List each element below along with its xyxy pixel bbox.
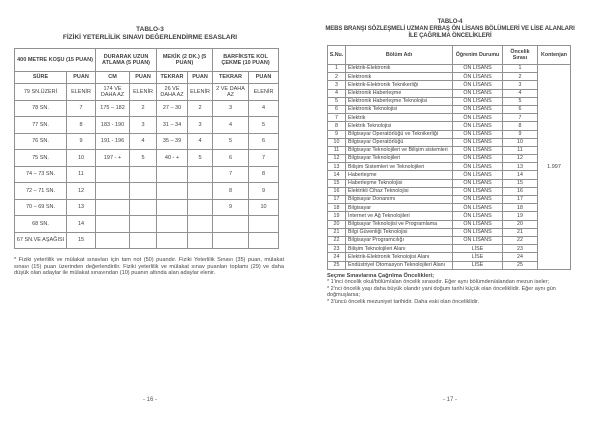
table-cell: 18 — [503, 204, 538, 212]
table-cell: 25 — [503, 261, 538, 269]
table-row — [328, 179, 571, 187]
table-cell: 22 — [328, 236, 346, 244]
fitness-table-head — [15, 49, 279, 84]
table-cell: ÖN LİSANS — [453, 114, 503, 122]
table-cell: 11 — [503, 146, 538, 154]
table-cell: Öncelik Sırası — [503, 46, 538, 65]
table-cell: 3 — [188, 117, 213, 134]
table-cell: 10 — [249, 199, 279, 216]
table-row — [15, 117, 279, 134]
table-cell: ÖN LİSANS — [453, 97, 503, 105]
table-row — [328, 97, 571, 105]
right-title-line1: TABLO-4 — [437, 19, 463, 25]
table-cell: 3 — [503, 81, 538, 89]
table-cell: Elektrikli Cihaz Teknolojisi — [346, 187, 453, 195]
footnote-item: * 1'inci öncelik okul/bölüm/alan öncelik sırasıdır. Eğer aynı bölümden/alandan mezun iseler; — [327, 279, 550, 286]
table-cell: ÖN LİSANS — [453, 171, 503, 179]
table-cell: ÖN LİSANS — [453, 130, 503, 138]
table-cell: 4 — [213, 117, 249, 134]
table-row — [328, 122, 571, 130]
table-cell: 8 — [213, 183, 249, 200]
table-cell — [157, 216, 188, 233]
table-cell: ÖN LİSANS — [453, 105, 503, 113]
table-row — [328, 245, 571, 253]
table-cell: 22 — [503, 236, 538, 244]
footnote-item: * 3'üncü öncelik mezuniyet tarihidir. Daha eski olan önceliklidir. — [327, 298, 480, 305]
table-cell: 7 — [328, 114, 346, 122]
table-cell: ÖN LİSANS — [453, 179, 503, 187]
footnote-item: * 2'nci öncelik yaşı daha büyük olandır yani doğum tarihi küçük olan önceliklidir. Eğer aynı gün doğmuşlarsa; — [327, 285, 556, 299]
table-cell: Bilgisayar Teknolojisi ve Programlama — [346, 220, 453, 228]
table-cell: 15 — [328, 179, 346, 187]
table-row — [328, 46, 571, 65]
fitness-table-body — [15, 84, 279, 249]
table-cell: 4 — [249, 100, 279, 117]
table-cell: 15 — [503, 179, 538, 187]
table-cell: ÖN LİSANS — [453, 212, 503, 220]
table-cell: 18 — [328, 204, 346, 212]
table-cell — [188, 166, 213, 183]
table-cell: 2 — [188, 100, 213, 117]
table-cell: 174 VE DAHA AZ — [96, 84, 130, 101]
table-cell: Bilişim Teknolojileri Alanı — [346, 245, 453, 253]
table-cell: 2 VE DAHA AZ — [213, 84, 249, 101]
table-cell: ÖN LİSANS — [453, 236, 503, 244]
table-cell — [130, 199, 157, 216]
table-cell: PUAN — [249, 72, 279, 84]
table-cell: 8 — [67, 117, 96, 134]
table-row — [328, 253, 571, 261]
table-cell: ÖN LİSANS — [453, 220, 503, 228]
table-cell: 5 — [213, 133, 249, 150]
table-cell: ÖN LİSANS — [453, 89, 503, 97]
table-cell: 6 — [503, 105, 538, 113]
table-cell — [96, 232, 130, 249]
table-cell: ÖN LİSANS — [453, 163, 503, 171]
table-row — [15, 49, 279, 72]
table-cell: 16 — [328, 187, 346, 195]
table-row — [328, 196, 571, 204]
table-cell: S.Nu. — [328, 46, 346, 65]
table-cell: 5 — [188, 150, 213, 167]
table-cell — [130, 166, 157, 183]
table-cell: 14 — [503, 171, 538, 179]
table-cell: 15 — [67, 232, 96, 249]
table-cell: 183 - 190 — [96, 117, 130, 134]
table-cell: 12 — [67, 183, 96, 200]
table-cell: ELENİR — [130, 84, 157, 101]
table-cell: 12 — [503, 155, 538, 163]
fitness-evaluation-table — [14, 48, 279, 249]
table-cell: 9 — [249, 183, 279, 200]
table-cell: 191 - 196 — [96, 133, 130, 150]
table-cell: Elektrik-Elektronik Teknikerliği — [346, 81, 453, 89]
table-cell: 4 — [130, 133, 157, 150]
table-cell: 14 — [67, 216, 96, 233]
table-cell: 1 — [328, 65, 346, 73]
table-cell: 31 – 34 — [157, 117, 188, 134]
table-cell: Elektronik — [346, 73, 453, 81]
table-cell — [188, 216, 213, 233]
table-cell: 6 — [213, 150, 249, 167]
table-cell — [188, 183, 213, 200]
table-cell: Bölüm Adı — [346, 46, 453, 65]
table-cell: Elektrik — [346, 114, 453, 122]
table-cell: 8 — [503, 122, 538, 130]
table-cell: 13 — [328, 163, 346, 171]
table-row — [328, 212, 571, 220]
table-cell: 7 — [249, 150, 279, 167]
table-cell — [96, 216, 130, 233]
table-row — [328, 81, 571, 89]
table-row — [328, 261, 571, 269]
table-cell: 5 — [249, 117, 279, 134]
department-table-head — [328, 46, 571, 65]
table-cell: 7 — [67, 100, 96, 117]
table-row — [328, 236, 571, 244]
table-cell: 11 — [328, 146, 346, 154]
table-cell: Bilgisayar Teknolojileri ve Bilişim sistemleri — [346, 146, 453, 154]
table-cell: ÖN LİSANS — [453, 138, 503, 146]
left-footnote: * Fiziki yeterlilik ve mülakat sınavları için tam not (50) puandır. Fiziki Yeterlilik Sınavı (35) puan, mülakat sınavı (15) puan üzerinden değerlendirilir. Fiziki yeterlilik ve mülakat sınav puanları toplamı (29) ve daha düşük olan adaylar ile mülakat sınavından (10) puanın altında alan adaylar elenir. — [14, 257, 284, 277]
table-cell: MEKİK (2 DK.) (5 PUAN) — [157, 49, 213, 72]
table-cell: ÖN LİSANS — [453, 204, 503, 212]
table-cell: 1 — [503, 65, 538, 73]
table-cell: 10 — [503, 138, 538, 146]
table-cell: 13 — [503, 163, 538, 171]
table-cell: Haberleşme Teknolojisi — [346, 179, 453, 187]
table-cell: Bilgisayar Operatörlüğü ve Teknikerliği — [346, 130, 453, 138]
table-cell: 16 — [503, 187, 538, 195]
table-cell: LİSE — [453, 253, 503, 261]
table-cell: 9 — [67, 133, 96, 150]
table-cell: PUAN — [67, 72, 96, 84]
table-cell: 5 — [328, 97, 346, 105]
table-cell: Elektronik Teknolojisi — [346, 105, 453, 113]
table-cell: 21 — [503, 228, 538, 236]
table-cell — [157, 183, 188, 200]
table-cell: 79 SN.ÜZERİ — [15, 84, 67, 101]
table-row — [328, 155, 571, 163]
table-cell — [157, 166, 188, 183]
table-row — [328, 73, 571, 81]
table-cell: 21 — [328, 228, 346, 236]
table-cell — [249, 216, 279, 233]
table-cell: 19 — [328, 212, 346, 220]
table-cell: BARFİKSTE KOL ÇEKME (10 PUAN) — [213, 49, 279, 72]
table-cell: 2 — [503, 73, 538, 81]
table-cell: 17 — [328, 196, 346, 204]
right-title-line3: İLE ÇAĞRILMA ÖNCELİKLERİ — [408, 33, 492, 39]
table-cell: 14 — [328, 171, 346, 179]
table-cell: 4 — [328, 89, 346, 97]
table-cell: 197 - + — [96, 150, 130, 167]
left-page-title — [0, 26, 300, 41]
table-cell: Elektronik Haberleşme Teknolojisi — [346, 97, 453, 105]
table-cell: 12 — [328, 155, 346, 163]
table-cell: 78 SN. — [15, 100, 67, 117]
department-priority-table — [327, 45, 571, 270]
table-row — [15, 150, 279, 167]
table-cell: Elektronik Haberleşme — [346, 89, 453, 97]
table-cell: ELENİR — [188, 84, 213, 101]
table-cell: 19 — [503, 212, 538, 220]
table-cell: Bilgisayar Donanımı — [346, 196, 453, 204]
table-cell — [157, 232, 188, 249]
table-cell: 3 — [213, 100, 249, 117]
table-cell: 3 — [328, 81, 346, 89]
table-cell: 20 — [503, 220, 538, 228]
table-cell: 175 – 182 — [96, 100, 130, 117]
table-cell — [130, 216, 157, 233]
table-cell: 75 SN. — [15, 150, 67, 167]
table-cell: 9 — [213, 199, 249, 216]
table-cell: ÖN LİSANS — [453, 228, 503, 236]
table-cell: 10 — [67, 150, 96, 167]
table-cell: 77 SN. — [15, 117, 67, 134]
table-cell — [249, 232, 279, 249]
table-cell: Kontenjan — [538, 46, 571, 65]
table-cell: LİSE — [453, 245, 503, 253]
table-row — [15, 84, 279, 101]
table-cell: Elektrik-Elektronik Teknolojisi Alanı — [346, 253, 453, 261]
table-cell: 24 — [328, 253, 346, 261]
table-cell: Bilgisayar — [346, 204, 453, 212]
right-footnotes — [300, 279, 600, 305]
right-footnotes-title: Seçme Sınavlarına Çağrılma Öncelikleri; — [327, 272, 434, 279]
table-cell: 400 METRE KOŞU (15 PUAN) — [15, 49, 96, 72]
table-row — [15, 100, 279, 117]
table-row — [328, 228, 571, 236]
table-cell: LİSE — [453, 261, 503, 269]
table-row — [328, 130, 571, 138]
table-row — [15, 216, 279, 233]
table-cell: 25 — [328, 261, 346, 269]
table-cell: 26 VE DAHA AZ — [157, 84, 188, 101]
table-cell: ELENİR — [249, 84, 279, 101]
table-row — [15, 183, 279, 200]
table-row — [328, 65, 571, 73]
page-number-left: - 16 - — [142, 397, 157, 403]
table-cell: 2 — [328, 73, 346, 81]
table-cell: Elektrik-Elektronik — [346, 65, 453, 73]
table-cell: 5 — [130, 150, 157, 167]
table-cell: 6 — [328, 105, 346, 113]
right-title-line2: MEBS BRANŞI SÖZLEŞMELİ UZMAN ERBAŞ ÖN LİSANS BÖLÜMLERİ VE LİSE ALANLARI — [325, 26, 575, 32]
table-cell — [157, 199, 188, 216]
page-17 — [300, 0, 600, 424]
table-cell: 4 — [503, 89, 538, 97]
table-cell: DURARAK UZUN ATLAMA (5 PUAN) — [96, 49, 157, 72]
table-cell — [96, 199, 130, 216]
table-cell: CM — [96, 72, 130, 84]
left-title-line1: TABLO-3 — [136, 26, 164, 33]
table-cell: Bilgisayar Teknolojileri — [346, 155, 453, 163]
table-cell: TEKRAR — [157, 72, 188, 84]
table-cell: SÜRE — [15, 72, 67, 84]
table-cell: 10 — [328, 138, 346, 146]
table-row — [328, 220, 571, 228]
table-cell — [130, 232, 157, 249]
table-cell: 3 — [130, 117, 157, 134]
table-cell: Bilişim Sistemleri ve Teknolojileri — [346, 163, 453, 171]
table-cell: 23 — [503, 245, 538, 253]
department-table-body — [328, 65, 571, 270]
table-cell: İnternet ve Ağ Teknolojileri — [346, 212, 453, 220]
page-number-right: - 17 - — [442, 397, 457, 403]
table-row — [15, 232, 279, 249]
table-cell: ÖN LİSANS — [453, 81, 503, 89]
table-row — [328, 146, 571, 154]
table-cell: ÖN LİSANS — [453, 65, 503, 73]
table-row — [15, 72, 279, 84]
table-row — [15, 166, 279, 183]
table-row — [328, 163, 571, 171]
table-cell: ELENİR — [67, 84, 96, 101]
table-cell — [188, 199, 213, 216]
table-cell: 76 SN. — [15, 133, 67, 150]
table-cell: ÖN LİSANS — [453, 146, 503, 154]
table-cell: Elektrik Teknolojisi — [346, 122, 453, 130]
table-cell — [96, 183, 130, 200]
table-cell: 24 — [503, 253, 538, 261]
table-cell — [213, 232, 249, 249]
table-cell: 68 SN. — [15, 216, 67, 233]
table-row — [328, 114, 571, 122]
table-cell: Endüstriyel Otomasyon Teknolojileri Alanı — [346, 261, 453, 269]
table-cell: 27 – 30 — [157, 100, 188, 117]
table-cell: 11 — [67, 166, 96, 183]
table-cell: 74 – 73 SN. — [15, 166, 67, 183]
table-row — [328, 204, 571, 212]
table-cell: 13 — [67, 199, 96, 216]
table-row — [328, 187, 571, 195]
table-row — [328, 171, 571, 179]
table-cell: PUAN — [130, 72, 157, 84]
table-cell: 20 — [328, 220, 346, 228]
table-cell: 72 – 71 SN. — [15, 183, 67, 200]
table-row — [15, 133, 279, 150]
table-cell: 7 — [503, 114, 538, 122]
table-cell: ÖN LİSANS — [453, 155, 503, 163]
table-cell — [130, 183, 157, 200]
table-cell: 9 — [328, 130, 346, 138]
table-cell: Haberleşme — [346, 171, 453, 179]
table-cell: 5 — [503, 97, 538, 105]
table-cell: Bilgisayar Operatörlüğü — [346, 138, 453, 146]
table-cell: 2 — [130, 100, 157, 117]
table-cell: PUAN — [188, 72, 213, 84]
table-cell: 35 – 39 — [157, 133, 188, 150]
table-cell: Bilgisayar Programcılığı — [346, 236, 453, 244]
table-cell: 40 - + — [157, 150, 188, 167]
table-cell: 6 — [249, 133, 279, 150]
table-cell — [213, 216, 249, 233]
table-cell: 4 — [188, 133, 213, 150]
table-cell: 23 — [328, 245, 346, 253]
table-cell: 17 — [503, 196, 538, 204]
table-row — [328, 138, 571, 146]
table-cell: ÖN LİSANS — [453, 196, 503, 204]
table-row — [328, 105, 571, 113]
table-cell — [188, 232, 213, 249]
table-cell: 7 — [213, 166, 249, 183]
table-cell: Öğrenim Durumu — [453, 46, 503, 65]
table-cell: Bilgi Güvenliği Teknolojisi — [346, 228, 453, 236]
table-row — [15, 199, 279, 216]
table-row — [328, 89, 571, 97]
table-cell: 8 — [249, 166, 279, 183]
table-cell: 1.997 — [538, 65, 571, 270]
right-page-title — [300, 19, 600, 40]
table-cell — [96, 166, 130, 183]
table-cell: 8 — [328, 122, 346, 130]
table-cell: ÖN LİSANS — [453, 122, 503, 130]
table-cell: ÖN LİSANS — [453, 73, 503, 81]
table-cell: TEKRAR — [213, 72, 249, 84]
table-cell: 70 – 69 SN. — [15, 199, 67, 216]
left-title-line2: FİZİKİ YETERLİLİK SINAVI DEĞERLENDİRME ESASLARI — [62, 33, 238, 41]
table-cell: 67 SN.VE AŞAĞISI — [15, 232, 67, 249]
table-cell: ÖN LİSANS — [453, 187, 503, 195]
table-cell: 9 — [503, 130, 538, 138]
